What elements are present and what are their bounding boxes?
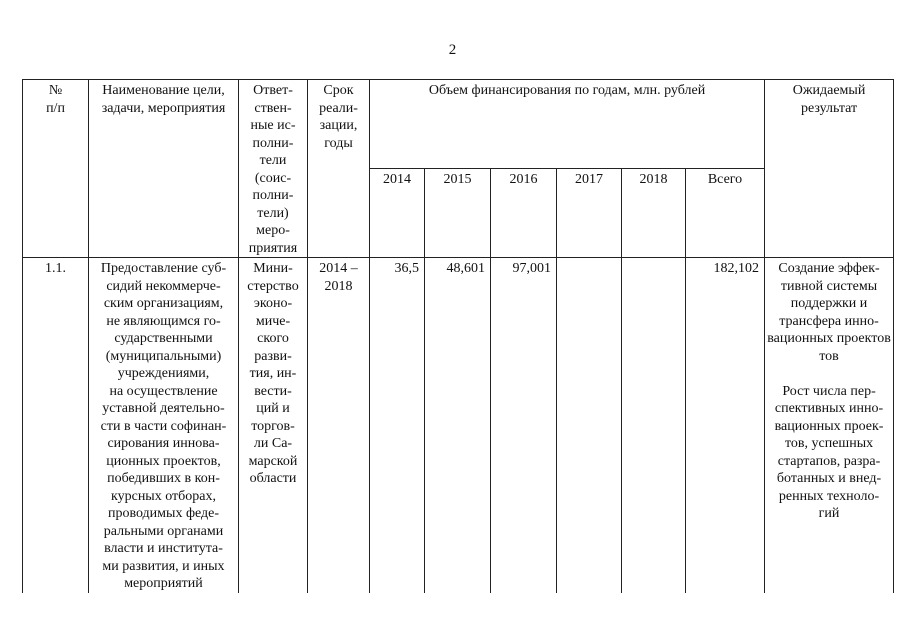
row-result: Создание эффек- тивной системы поддержки и трансфера инно- вационных проектов тов Рост числа пер- спективных инно- вационных проек- тов, успешных стартапов, разра- ботанных и внед- ренных техноло- гий [765, 258, 894, 593]
row-value-2017 [557, 258, 622, 593]
financing-table [22, 79, 894, 593]
row-value-2014: 36,5 [370, 258, 425, 593]
header-executors: Ответ- ствен- ные ис- полни- тели (соис- полни- тели) меро- приятия [239, 80, 308, 258]
header-result: Ожидаемый результат [765, 80, 894, 258]
row-value-2015: 48,601 [425, 258, 491, 593]
page-number: 2 [448, 42, 457, 58]
header-term: Срок реали- зации, годы [308, 80, 370, 258]
row-executor: Мини- стерство эконо- миче- ского разви- тия, ин- вести- ций и торгов- ли Са- марской области [239, 258, 308, 593]
row-term: 2014 – 2018 [308, 258, 370, 593]
header-year-2018: 2018 [622, 169, 686, 258]
row-num: 1.1. [23, 258, 89, 593]
header-total: Всего [686, 169, 765, 258]
header-name: Наименование цели, задачи, мероприятия [89, 80, 239, 258]
table-row [23, 258, 894, 593]
row-name: Предоставление суб- сидий некоммерче- ским организациям, не являющимся го- сударственными (муниципальными) учреждениями, на осуществление уставной деятельно- сти в части софинан- сирования иннова- ционных проектов, победивших в кон- курсных отборах, проводимых феде- ральными органами власти и института- ми развития, и иных мероприятий [89, 258, 239, 593]
row-value-2016: 97,001 [491, 258, 557, 593]
header-year-2015: 2015 [425, 169, 491, 258]
header-num: № п/п [23, 80, 89, 258]
header-year-2016: 2016 [491, 169, 557, 258]
header-year-2014: 2014 [370, 169, 425, 258]
header-year-2017: 2017 [557, 169, 622, 258]
row-value-total: 182,102 [686, 258, 765, 593]
header-financing: Объем финансирования по годам, млн. рублей [370, 80, 765, 169]
row-value-2018 [622, 258, 686, 593]
